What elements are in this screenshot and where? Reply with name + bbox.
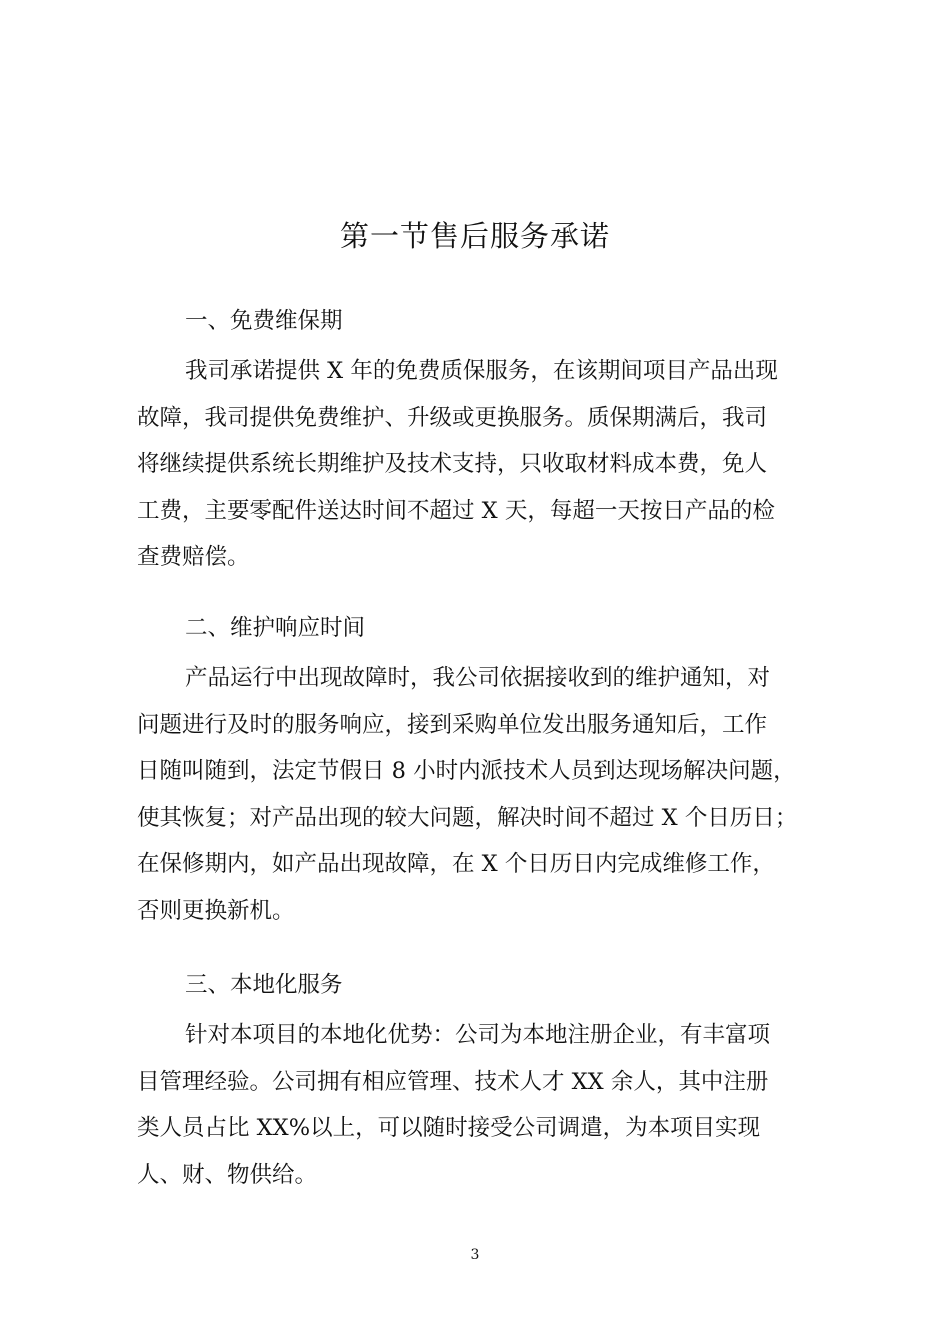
paragraph-line: 针对本项目的本地化优势：公司为本地注册企业，有丰富项: [185, 1022, 771, 1048]
paragraph-line: 人、财、物供给。: [137, 1161, 318, 1188]
paragraph-line: 使其恢复；对产品出现的较大问题，解决时间不超过 X 个日历日；: [137, 804, 798, 831]
paragraph-line: 问题进行及时的服务响应，接到采购单位发出服务通知后，工作: [137, 711, 768, 738]
page-number: 3: [470, 1247, 480, 1263]
page-title: 第一节售后服务承诺: [339, 219, 610, 253]
paragraph-line: 产品运行中出现故障时，我公司依据接收到的维护通知，对: [185, 665, 771, 691]
section-heading: 一、免费维保期: [185, 308, 343, 334]
paragraph-line: 在保修期内，如产品出现故障，在 X 个日历日内完成维修工作，: [137, 851, 775, 877]
section-localized-service: [137, 962, 837, 1198]
section-paragraph: [137, 1012, 837, 1198]
section-heading: 二、维护响应时间: [185, 615, 366, 641]
section-response-time: [137, 605, 837, 934]
section-paragraph: [137, 348, 837, 581]
paragraph-line: 日随叫随到，法定节假日 8 小时内派技术人员到达现场解决问题，: [137, 758, 796, 784]
paragraph-line: 否则更换新机。: [137, 897, 295, 924]
paragraph-line: 我司承诺提供 X 年的免费质保服务，在该期间项目产品出现: [185, 358, 778, 384]
paragraph-line: 查费赔偿。: [137, 544, 250, 570]
paragraph-line: 目管理经验。公司拥有相应管理、技术人才 XX 余人，其中注册: [137, 1068, 769, 1095]
paragraph-line: 将继续提供系统长期维护及技术支持，只收取材料成本费，免人: [137, 451, 768, 477]
section-paragraph: [137, 655, 837, 934]
section-heading: 三、本地化服务: [185, 972, 343, 998]
section-free-warranty: [137, 298, 837, 581]
paragraph-line: 工费，主要零配件送达时间不超过 X 天，每超一天按日产品的检: [137, 497, 775, 524]
paragraph-line: 类人员占比 XX%以上，可以随时接受公司调遣，为本项目实现: [137, 1115, 761, 1141]
paragraph-line: 故障，我司提供免费维护、升级或更换服务。质保期满后，我司: [137, 404, 768, 431]
